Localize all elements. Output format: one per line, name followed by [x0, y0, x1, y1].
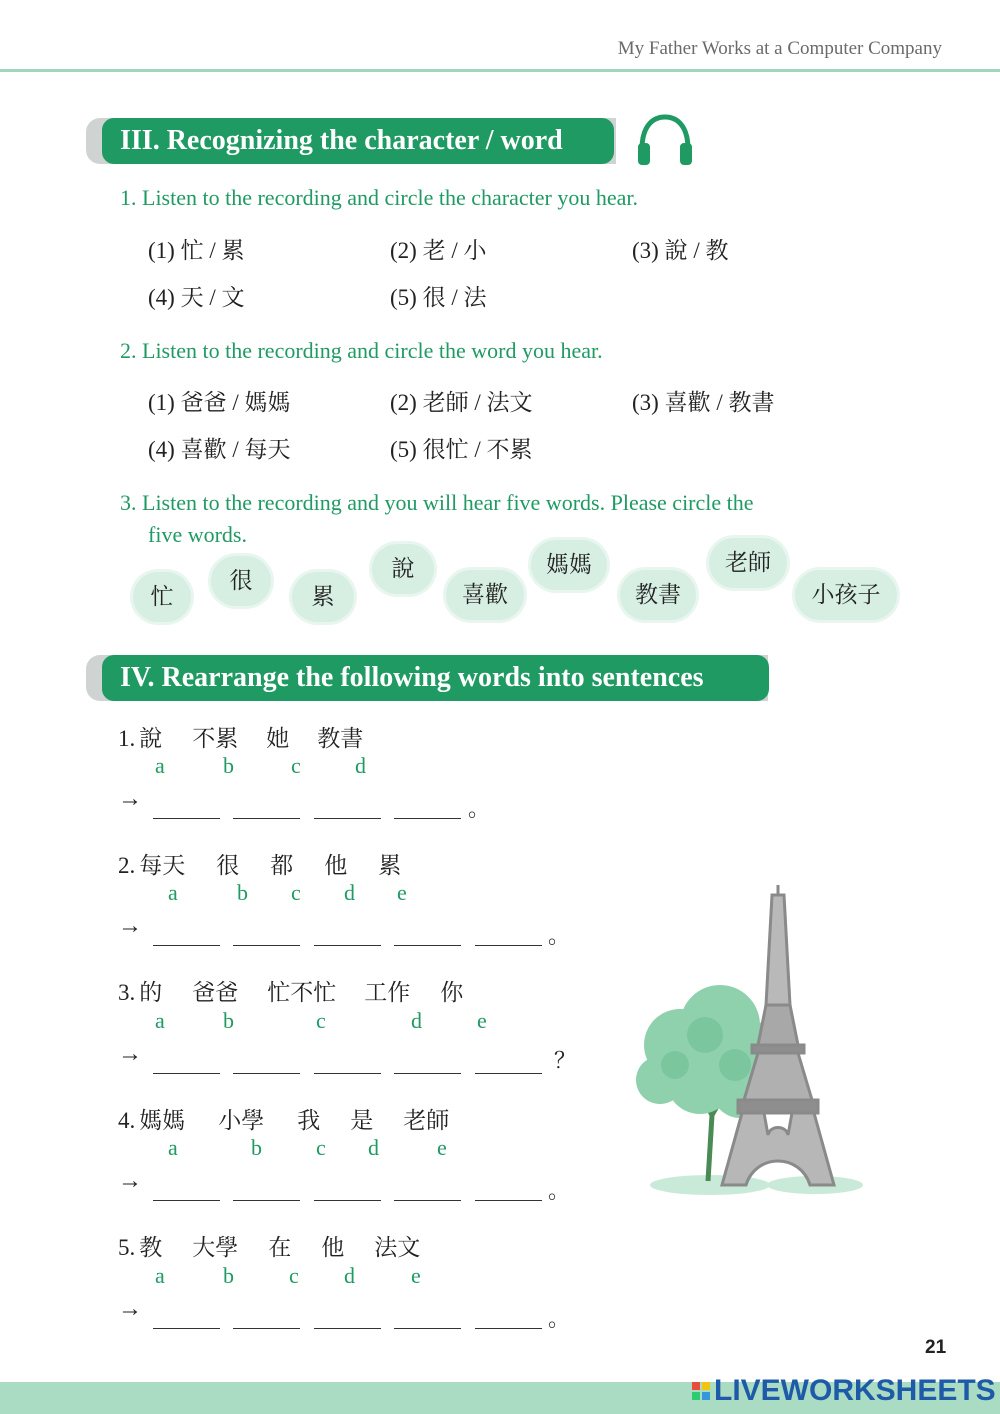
answer-blank[interactable] — [233, 1328, 300, 1329]
item-3-line — [118, 974, 463, 1007]
answer-blank[interactable] — [475, 945, 542, 946]
letter-e: e — [411, 1263, 421, 1288]
liveworksheets-icon — [692, 1382, 710, 1400]
word: 每天 — [139, 853, 186, 878]
word-cloud-3[interactable]: 累 — [292, 572, 354, 622]
letter-b: b — [223, 1263, 234, 1288]
word: 她 — [266, 726, 290, 751]
letter-b: b — [223, 753, 234, 778]
q1-option-2[interactable]: (2) 老 / 小 — [390, 238, 487, 263]
word-cloud-4[interactable]: 說 — [372, 544, 434, 594]
item-4-line — [118, 1102, 449, 1135]
word: 你 — [440, 980, 464, 1005]
arrow-icon: → — [118, 1296, 142, 1322]
section-3-title: III. Recognizing the character / word — [102, 118, 614, 164]
q2-option-2[interactable]: (2) 老師 / 法文 — [390, 390, 533, 415]
end-punctuation: 。 — [548, 1178, 571, 1203]
word-cloud-6[interactable]: 媽媽 — [531, 540, 607, 590]
letter-b: b — [237, 880, 248, 905]
q2-option-4[interactable]: (4) 喜歡 / 每天 — [148, 437, 291, 462]
end-punctuation: 。 — [548, 923, 571, 948]
word: 我 — [297, 1108, 321, 1133]
word-cloud-8[interactable]: 老師 — [709, 538, 787, 588]
word: 他 — [324, 853, 348, 878]
word-cloud-5[interactable]: 喜歡 — [446, 570, 524, 620]
letter-e: e — [397, 880, 407, 905]
letter-d: d — [344, 1263, 355, 1288]
arrow-icon: → — [118, 913, 142, 939]
q1-instruction: 1. Listen to the recording and circle the character you hear. — [120, 185, 638, 210]
arrow-icon: → — [118, 786, 142, 812]
word: 累 — [378, 853, 402, 878]
q1-option-1[interactable]: (1) 忙 / 累 — [148, 238, 245, 263]
letter-a: a — [155, 1263, 165, 1288]
item-number: 3. — [118, 980, 136, 1005]
word: 說 — [139, 726, 163, 751]
answer-blank[interactable] — [153, 1200, 220, 1201]
item-number: 1. — [118, 726, 136, 751]
word: 爸爸 — [192, 980, 239, 1005]
q2-option-3[interactable]: (3) 喜歡 / 教書 — [632, 390, 775, 415]
word: 工作 — [364, 980, 411, 1005]
answer-blank[interactable] — [475, 1328, 542, 1329]
q1-option-5[interactable]: (5) 很 / 法 — [390, 285, 487, 310]
word: 大學 — [192, 1235, 239, 1260]
word: 教 — [139, 1235, 163, 1260]
answer-blank[interactable] — [233, 945, 300, 946]
word: 是 — [350, 1108, 374, 1133]
letter-a: a — [168, 1135, 178, 1160]
q2-option-1[interactable]: (1) 爸爸 / 媽媽 — [148, 390, 291, 415]
word: 教書 — [317, 726, 364, 751]
answer-blank[interactable] — [475, 1073, 542, 1074]
item-2-line — [118, 847, 401, 880]
brand-name: LIVEWORKSHEETS — [714, 1374, 996, 1407]
answer-blank[interactable] — [153, 1328, 220, 1329]
item-number: 5. — [118, 1235, 136, 1260]
item-1-line — [118, 720, 363, 753]
word: 法文 — [374, 1235, 421, 1260]
answer-blank[interactable] — [233, 818, 300, 819]
q3-instruction-line1: 3. Listen to the recording and you will hear five words. Please circle the — [120, 490, 754, 515]
word: 很 — [216, 853, 240, 878]
letter-d: d — [368, 1135, 379, 1160]
word-cloud-9[interactable]: 小孩子 — [795, 570, 897, 620]
answer-blank[interactable] — [394, 818, 461, 819]
end-punctuation: 。 — [468, 796, 491, 821]
word: 不累 — [192, 726, 239, 751]
answer-blank[interactable] — [233, 1200, 300, 1201]
answer-blank[interactable] — [314, 1328, 381, 1329]
word: 他 — [321, 1235, 345, 1260]
end-punctuation: ？ — [554, 1048, 577, 1073]
letter-e: e — [477, 1008, 487, 1033]
answer-blank[interactable] — [394, 1328, 461, 1329]
answer-blank[interactable] — [314, 818, 381, 819]
item-5-line — [118, 1229, 420, 1262]
eiffel-tower-illustration — [620, 885, 880, 1205]
liveworksheets-logo[interactable] — [692, 1373, 996, 1409]
answer-blank[interactable] — [153, 945, 220, 946]
answer-blank[interactable] — [314, 1200, 381, 1201]
letter-d: d — [344, 880, 355, 905]
word-cloud-2[interactable]: 很 — [211, 556, 271, 606]
section-4-title: IV. Rearrange the following words into sentences — [102, 655, 769, 701]
q1-option-3[interactable]: (3) 說 / 教 — [632, 238, 729, 263]
letter-a: a — [155, 1008, 165, 1033]
word-cloud-7[interactable]: 教書 — [620, 570, 696, 620]
letter-c: c — [316, 1135, 326, 1160]
word: 媽媽 — [139, 1108, 186, 1133]
item-number: 4. — [118, 1108, 136, 1133]
letter-b: b — [223, 1008, 234, 1033]
answer-blank[interactable] — [475, 1200, 542, 1201]
q2-option-5[interactable]: (5) 很忙 / 不累 — [390, 437, 533, 462]
word: 都 — [270, 853, 294, 878]
letter-c: c — [291, 753, 301, 778]
page-number: 21 — [925, 1337, 947, 1358]
running-header: My Father Works at a Computer Company — [617, 38, 942, 59]
word: 老師 — [403, 1108, 450, 1133]
answer-blank[interactable] — [153, 1073, 220, 1074]
letter-b: b — [251, 1135, 262, 1160]
letter-a: a — [168, 880, 178, 905]
word-cloud-1[interactable]: 忙 — [133, 572, 191, 622]
word: 忙不忙 — [267, 980, 337, 1005]
q1-option-4[interactable]: (4) 天 / 文 — [148, 285, 245, 310]
arrow-icon: → — [118, 1041, 142, 1067]
letter-e: e — [437, 1135, 447, 1160]
word: 在 — [268, 1235, 292, 1260]
letter-d: d — [411, 1008, 422, 1033]
letter-a: a — [155, 753, 165, 778]
item-number: 2. — [118, 853, 136, 878]
letter-c: c — [316, 1008, 326, 1033]
header-rule — [0, 69, 1000, 72]
end-punctuation: 。 — [548, 1306, 571, 1331]
answer-blank[interactable] — [314, 1073, 381, 1074]
word: 小學 — [218, 1108, 265, 1133]
answer-blank[interactable] — [233, 1073, 300, 1074]
letter-c: c — [291, 880, 301, 905]
answer-blank[interactable] — [394, 945, 461, 946]
q3-instruction-line2: five words. — [148, 522, 247, 547]
word: 的 — [139, 980, 163, 1005]
answer-blank[interactable] — [394, 1073, 461, 1074]
headphones-icon[interactable] — [636, 113, 694, 169]
letter-d: d — [355, 753, 366, 778]
arrow-icon: → — [118, 1168, 142, 1194]
q2-instruction: 2. Listen to the recording and circle the word you hear. — [120, 338, 603, 363]
answer-blank[interactable] — [153, 818, 220, 819]
answer-blank[interactable] — [394, 1200, 461, 1201]
answer-blank[interactable] — [314, 945, 381, 946]
letter-c: c — [289, 1263, 299, 1288]
